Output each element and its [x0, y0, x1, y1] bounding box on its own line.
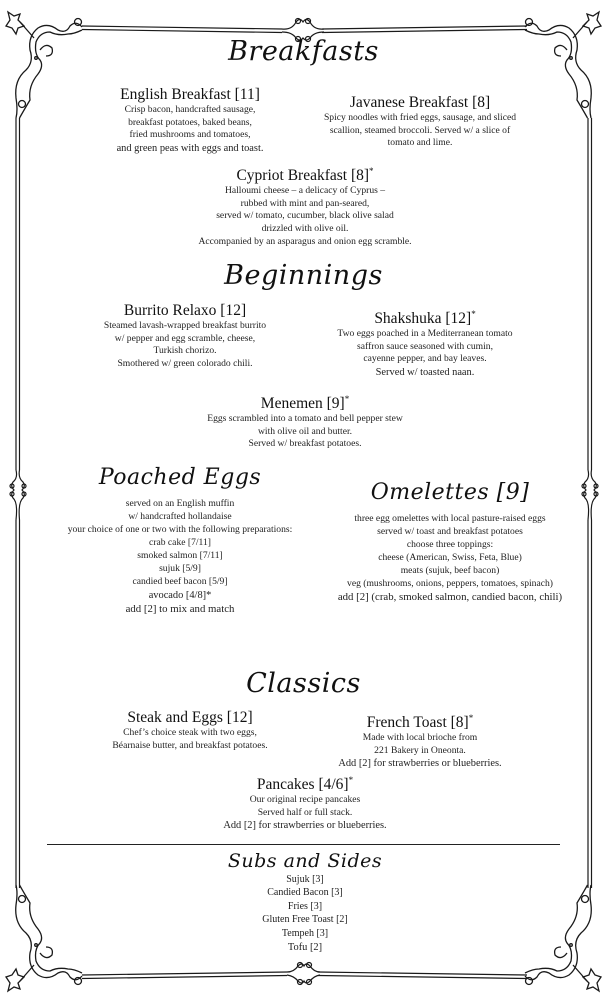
- desc-line: served on an English muffin: [125, 498, 235, 509]
- section-poached-eggs: [50, 463, 310, 616]
- section-omelettes: [300, 478, 600, 604]
- item-title: English Breakfast [11]: [120, 86, 260, 103]
- asterisk-marker: *: [471, 309, 476, 319]
- desc-line: w/ pepper and egg scramble, cheese,: [114, 332, 256, 344]
- section-divider: [47, 844, 560, 845]
- item-description: [320, 732, 520, 771]
- menu-item-cypriot-breakfast: [170, 162, 440, 248]
- desc-line: three egg omelettes with local pasture-raised eggs: [354, 513, 546, 524]
- desc-line: Served half or full stack.: [257, 806, 353, 818]
- item-description: [85, 320, 285, 370]
- desc-line: Steamed lavash-wrapped breakfast burrito: [103, 320, 267, 331]
- prep-option: smoked salmon [7/11]: [137, 550, 223, 561]
- item-description: [170, 185, 440, 248]
- item-title: Javanese Breakfast [8]: [349, 94, 491, 111]
- asterisk-marker: *: [369, 166, 374, 176]
- item-title: [320, 709, 520, 732]
- topping-option: cheese (American, Swiss, Feta, Blue): [378, 552, 522, 563]
- desc-line: Smothered w/ green colorado chili.: [117, 357, 253, 369]
- sides-list: [200, 873, 410, 954]
- item-name: Menemen [9]: [260, 395, 345, 413]
- desc-line: tomato and lime.: [387, 137, 453, 149]
- item-name: Cypriot Breakfast [8]: [236, 167, 370, 185]
- topping-option: veg (mushrooms, onions, peppers, tomatoes, spinach): [347, 578, 553, 589]
- side-item: Fries [3]: [287, 900, 323, 912]
- menu-item-burrito-relaxo: [85, 302, 285, 370]
- prep-option: sujuk [5/9]: [159, 563, 201, 574]
- desc-line: Add [2] for strawberries or blueberries.: [338, 758, 502, 770]
- side-item: Sujuk [3]: [286, 874, 324, 885]
- desc-line: served w/ tomato, cucumber, black olive salad: [216, 210, 394, 222]
- section-title-classics: Classics: [246, 668, 361, 699]
- prep-option: avocado [4/8]*: [148, 590, 212, 601]
- prep-option: crab cake [7/11]: [149, 537, 211, 548]
- item-description: [315, 328, 535, 379]
- item-description: [300, 112, 540, 150]
- item-description: [90, 727, 290, 752]
- menu-item-steak-and-eggs: [90, 709, 290, 752]
- desc-line: breakfast potatoes, baked beans,: [128, 116, 252, 128]
- addon-note: add [2] (crab, smoked salmon, candied bacon, chili): [337, 591, 563, 603]
- item-description: [190, 794, 420, 833]
- asterisk-marker: *: [468, 713, 474, 723]
- item-title: [170, 162, 440, 185]
- item-title: [180, 390, 430, 413]
- section-title-breakfasts: Breakfasts: [228, 36, 379, 67]
- desc-line: scallion, steamed broccoli. Served w/ a slice of: [329, 124, 511, 136]
- desc-line: rubbed with mint and pan-seared,: [240, 197, 370, 209]
- desc-line: Eggs scrambled into a tomato and bell pepper stew: [207, 413, 403, 425]
- menu-item-pancakes: [190, 771, 420, 833]
- desc-line: Accompanied by an asparagus and onion egg scramble.: [198, 235, 412, 247]
- item-name: French Toast [8]: [366, 714, 469, 732]
- menu-item-french-toast: [320, 709, 520, 771]
- desc-line: Turkish chorizo.: [153, 345, 217, 357]
- side-item: Gluten Free Toast [2]: [262, 914, 348, 926]
- desc-line: Béarnaise butter, and breakfast potatoes.: [112, 739, 268, 751]
- desc-line: saffron sauce seasoned with cumin,: [357, 340, 493, 352]
- desc-line: Add [2] for strawberries or blueberries.: [223, 820, 387, 832]
- side-item: Tofu [2]: [287, 942, 323, 954]
- desc-line: served w/ toast and breakfast potatoes: [377, 526, 523, 537]
- side-item: Candied Bacon [3]: [267, 887, 343, 899]
- desc-line: your choice of one or two with the following preparations:: [67, 524, 293, 535]
- menu-item-javanese-breakfast: [300, 94, 540, 150]
- item-name: Pancakes [4/6]: [256, 776, 349, 794]
- section-description: [50, 497, 310, 616]
- item-name: Shakshuka [12]: [374, 310, 472, 328]
- desc-line: Halloumi cheese – a delicacy of Cyprus –: [224, 185, 386, 197]
- item-title: Burrito Relaxo [12]: [123, 302, 247, 319]
- asterisk-marker: *: [348, 775, 354, 785]
- desc-line: and green peas with eggs and toast.: [116, 142, 264, 154]
- desc-line: Our original recipe pancakes: [249, 794, 361, 806]
- topping-option: meats (sujuk, beef bacon): [400, 565, 500, 576]
- section-title-poached-eggs: Poached Eggs: [98, 465, 262, 490]
- side-item: Tempeh [3]: [281, 927, 329, 939]
- desc-line: Two eggs poached in a Mediterranean tomato: [337, 328, 513, 340]
- section-title-omelettes: Omelettes [9]: [370, 480, 530, 505]
- asterisk-marker: *: [344, 394, 350, 404]
- desc-line: Served w/ breakfast potatoes.: [248, 438, 362, 450]
- desc-line: drizzled with olive oil.: [261, 222, 349, 234]
- desc-line: Served w/ toasted naan.: [375, 366, 475, 378]
- addon-note: add [2] to mix and match: [125, 603, 235, 615]
- section-description: [300, 512, 600, 604]
- section-title-subs-and-sides: Subs and Sides: [227, 850, 383, 872]
- item-title: [315, 305, 535, 328]
- section-subs-and-sides: [200, 849, 410, 954]
- desc-line: fried mushrooms and tomatoes,: [129, 129, 251, 141]
- desc-line: w/ handcrafted hollandaise: [128, 511, 232, 522]
- prep-option: candied beef bacon [5/9]: [132, 576, 228, 587]
- item-description: [80, 104, 300, 155]
- item-description: [180, 413, 430, 451]
- item-title: Steak and Eggs [12]: [127, 709, 253, 726]
- item-title: [190, 771, 420, 794]
- desc-line: 221 Bakery in Oneonta.: [374, 744, 466, 756]
- desc-line: Made with local brioche from: [362, 732, 478, 744]
- menu-item-menemen: [180, 390, 430, 451]
- desc-line: Crisp bacon, handcrafted sausage,: [124, 104, 256, 115]
- menu-item-shakshuka: [315, 305, 535, 380]
- desc-line: Spicy noodles with fried eggs, sausage, and sliced: [323, 112, 517, 123]
- desc-line: Chef’s choice steak with two eggs,: [123, 727, 257, 738]
- section-title-beginnings: Beginnings: [224, 260, 383, 291]
- desc-line: with olive oil and butter.: [257, 425, 353, 437]
- desc-line: choose three toppings:: [406, 539, 494, 550]
- menu-item-english-breakfast: [80, 86, 300, 155]
- desc-line: cayenne pepper, and bay leaves.: [363, 353, 487, 365]
